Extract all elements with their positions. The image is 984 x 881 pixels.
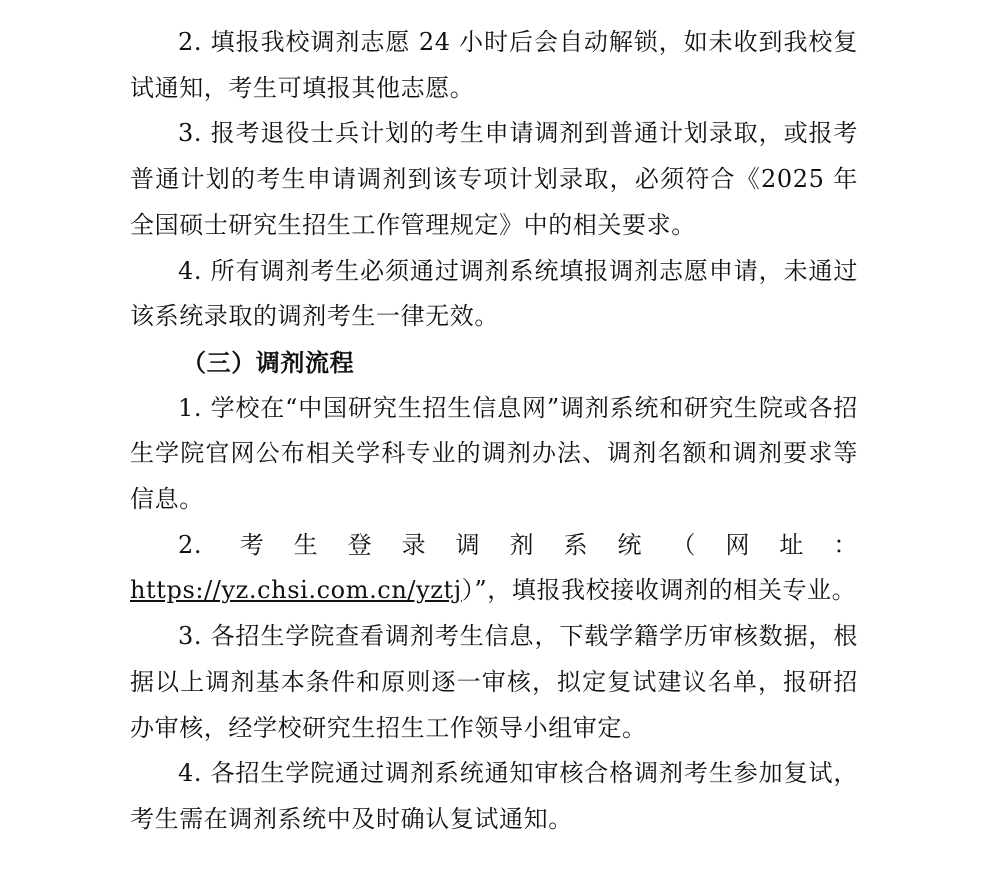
login-text-after: ）”，填报我校接收调剂的相关专业。 xyxy=(461,576,857,605)
paragraph-veteran-plan-rule: 3. 报考退役士兵计划的考生申请调剂到普通计划录取，或报考普通计划的考生申请调剂到该专项计划录取，必须符合《2025 年全国硕士研究生招生工作管理规定》中的相关要求。 xyxy=(130,119,858,239)
paragraph-login-system xyxy=(130,523,858,614)
login-text-before: 2. 考生登录调剂系统（网址： xyxy=(178,530,858,559)
paragraph-publish-info: 1. 学校在“中国研究生招生信息网”调剂系统和研究生院或各招生学院官网公布相关学科专业的调剂办法、调剂名额和调剂要求等信息。 xyxy=(130,393,858,514)
paragraph-retest-notice: 4. 各招生学院通过调剂系统通知审核合格调剂考生参加复试，考生需在调剂系统中及时确认复试通知。 xyxy=(130,759,858,833)
section-heading-adjustment-process: （三）调剂流程 xyxy=(182,347,355,377)
document-page xyxy=(130,20,858,843)
paragraph-system-requirement: 4. 所有调剂考生必须通过调剂系统填报调剂志愿申请，未通过该系统录取的调剂考生一律无效。 xyxy=(130,256,858,331)
adjustment-system-link[interactable]: https://yz.chsi.com.cn/yztj xyxy=(130,576,462,605)
paragraph-unlock-rule: 2. 填报我校调剂志愿 24 小时后会自动解锁，如未收到我校复试通知，考生可填报其他志愿。 xyxy=(130,28,858,102)
paragraph-review-process: 3. 各招生学院查看调剂考生信息，下载学籍学历审核数据，根据以上调剂基本条件和原则逐一审核，拟定复试建议名单，报研招办审核，经学校研究生招生工作领导小组审定。 xyxy=(130,622,858,742)
